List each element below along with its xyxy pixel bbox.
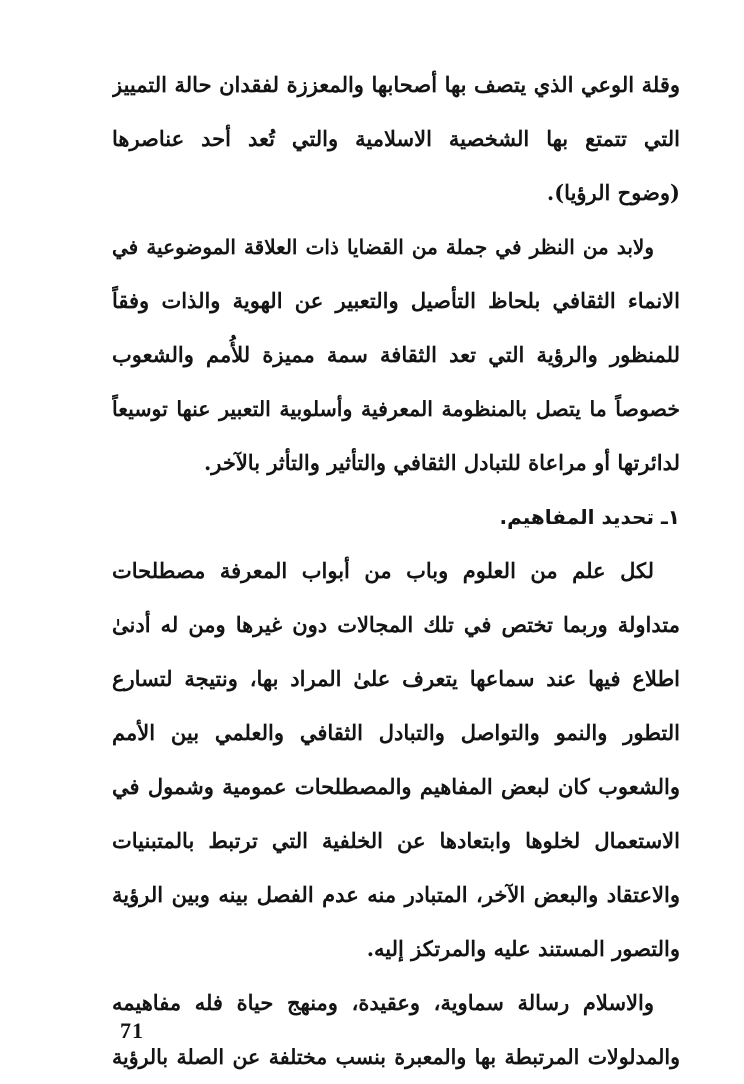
- text-line: لكل علم من العلوم وباب من أبواب المعرفة مصطلحات: [112, 558, 654, 583]
- text-line: والاسلام رسالة سماوية، وعقيدة، ومنهج حياة فله مفاهيمه: [112, 990, 654, 1015]
- paragraph: [112, 976, 680, 1084]
- text-line: والاعتقاد والبعض الآخر، المتبادر منه عدم الفصل بينه وبين الرؤية: [112, 882, 680, 907]
- text-line: اطلاع فيها عند سماعها يتعرف علىٰ المراد بها، ونتيجة لتسارع: [112, 666, 680, 691]
- page-number: 71: [120, 1018, 144, 1043]
- text-line: التطور والنمو والتواصل والتبادل الثقافي والعلمي بين الأمم: [112, 720, 680, 745]
- text-line: للمنظور والرؤية التي تعد الثقافة سمة مميزة للأُمم والشعوب: [112, 342, 680, 367]
- text-line: وقلة الوعي الذي يتصف بها أصحابها والمعززة لفقدان حالة التمييز: [112, 72, 680, 97]
- text-line: والتصور المستند عليه والمرتكز إليه.: [366, 936, 680, 961]
- text-line: الانماء الثقافي بلحاظ التأصيل والتعبير عن الهوية والذات وفقاً: [112, 288, 680, 313]
- paragraph: [112, 58, 680, 220]
- text-line: الاستعمال لخلوها وابتعادها عن الخلفية التي ترتبط بالمتبنيات: [112, 828, 680, 853]
- paragraph: [112, 220, 680, 490]
- text-line: لدائرتها أو مراعاة للتبادل الثقافي والتأثير والتأثر بالآخر.: [203, 450, 680, 475]
- text-line: والمدلولات المرتبطة بها والمعبرة بنسب مختلفة عن الصلة بالرؤية: [112, 1045, 680, 1069]
- text-line: خصوصاً ما يتصل بالمنظومة المعرفية وأسلوبية التعبير عنها توسيعاً: [112, 397, 680, 421]
- text-line: (وضوح الرؤيا).: [546, 180, 680, 205]
- text-line: والشعوب كان لبعض المفاهيم والمصطلحات عمومية وشمول في: [112, 774, 680, 799]
- text-line: التي تتمتع بها الشخصية الاسلامية والتي تُعد أحد عناصرها: [112, 126, 680, 151]
- paragraph: [112, 544, 680, 976]
- text-line: ولابد من النظر في جملة من القضايا ذات العلاقة الموضوعية في: [112, 235, 654, 259]
- body-text: [112, 58, 680, 1084]
- text-line: متداولة وربما تختص في تلك المجالات دون غيرها ومن له أدنىٰ: [112, 612, 680, 637]
- section-heading: ١ـ تحديد المفاهيم.: [499, 505, 680, 529]
